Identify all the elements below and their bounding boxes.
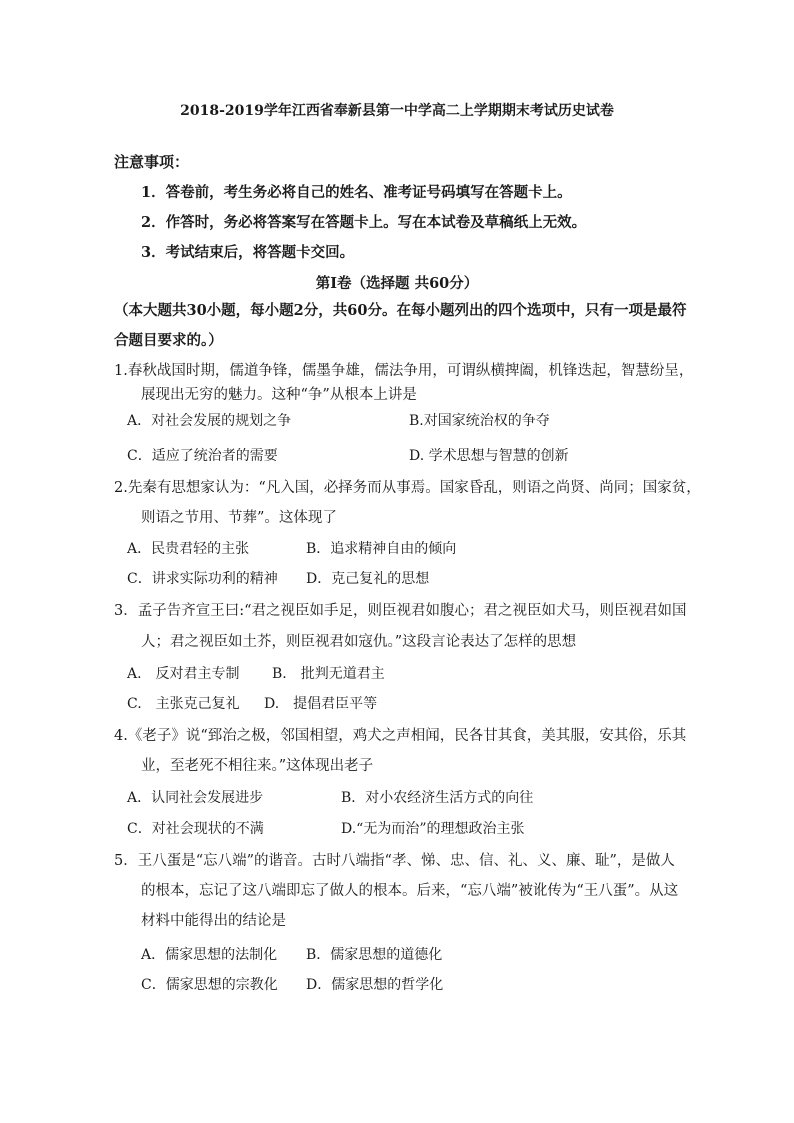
question-1-option-b: B.对国家统治权的争夺: [409, 413, 550, 429]
question-2-option-a: A．民贵君轻的主张: [127, 541, 250, 557]
question-5-stem: 材料中能得出的结论是: [141, 913, 286, 929]
question-4-option-a: A．认同社会发展进步: [127, 790, 264, 806]
section-instruction: （本大题共30小题，每小题2分，共60分。在每小题列出的四个选项中，只有一项是最符: [114, 302, 687, 319]
notice-item: 2．作答时，务必将答案写在答题卡上。写在本试卷及草稿纸上无效。: [141, 214, 587, 231]
question-5-stem: 5．王八蛋是“忘八端”的谐音。古时八端指“孝、悌、忠、信、礼、义、廉、耻”，是做人: [114, 853, 675, 869]
question-4-option-c: C．对社会现状的不满: [127, 821, 264, 837]
question-5-stem: 的根本，忘记了这八端即忘了做人的根本。后来，“忘八端”被讹传为“王八蛋”。从这: [141, 883, 679, 899]
question-4-stem: 4.《老子》说“郅治之极，邻国相望，鸡犬之声相闻，民各甘其食，美其服，安其俗，乐其: [114, 728, 687, 744]
question-2-option-b: B．追求精神自由的倾向: [306, 541, 457, 557]
question-3-stem: 人；君之视臣如土芥，则臣视君如寇仇。”这段言论表达了怎样的思想: [141, 634, 577, 650]
section-instruction: 合题目要求的。）: [114, 332, 223, 349]
notice-item: 1．答卷前，考生务必将自己的姓名、准考证号码填写在答题卡上。: [141, 184, 572, 201]
question-3-stem: 3．孟子告齐宣王曰:“君之视臣如手足，则臣视君如腹心；君之视臣如犬马，则臣视君如国: [114, 603, 687, 619]
question-1-stem: 1.春秋战国时期，儒道争锋，儒墨争雄，儒法争用，可谓纵横捭阖，机锋迭起，智慧纷呈，: [114, 363, 694, 379]
question-3-option-d: D. 提倡君臣平等: [264, 696, 378, 712]
question-5-option-a: A．儒家思想的法制化: [141, 947, 278, 963]
question-2-stem: 2.先秦有思想家认为：“凡入国，必择务而从事焉。国家昏乱，则语之尚贤、尚同；国家贫，: [114, 480, 701, 496]
question-1-option-d: D. 学术思想与智慧的创新: [409, 448, 569, 464]
question-1-option-c: C．适应了统治者的需要: [127, 448, 278, 464]
question-2-option-d: D．克己复礼的思想: [306, 571, 430, 587]
question-4-option-d: D.“无为而治”的理想政治主张: [341, 821, 525, 837]
notice-heading: 注意事项：: [114, 153, 190, 171]
question-2-stem: 则语之节用、节葬”。这体现了: [141, 510, 337, 526]
exam-title: 2018-2019学年江西省奉新县第一中学高二上学期期末考试历史试卷: [180, 103, 614, 119]
question-4-option-b: B．对小农经济生活方式的向往: [341, 790, 534, 806]
question-5-option-c: C．儒家思想的宗教化: [141, 977, 278, 993]
question-3-option-a: A. 反对君主专制: [127, 666, 240, 682]
question-3-option-c: C. 主张克己复礼: [127, 696, 240, 712]
section-title: 第Ⅰ卷（选择题 共60分）: [315, 275, 479, 292]
question-4-stem: 业，至老死不相往来。”这体现出老子: [141, 758, 374, 774]
question-3-option-b: B. 批判无道君主: [272, 666, 385, 682]
question-1-stem: 展现出无穷的魅力。这种“争”从根本上讲是: [141, 387, 417, 403]
question-1-option-a: A．对社会发展的规划之争: [127, 413, 292, 429]
question-5-option-d: D．儒家思想的哲学化: [306, 977, 444, 993]
question-5-option-b: B．儒家思想的道德化: [306, 947, 443, 963]
notice-item: 3．考试结束后，将答题卡交回。: [141, 244, 355, 261]
question-2-option-c: C．讲求实际功利的精神: [127, 571, 278, 587]
